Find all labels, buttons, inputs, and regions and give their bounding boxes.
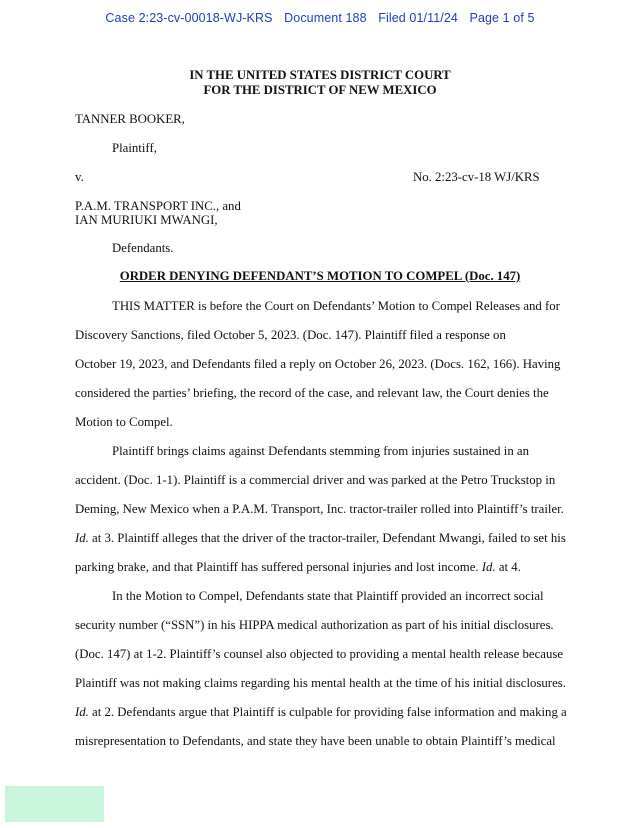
court-name-line1: IN THE UNITED STATES DISTRICT COURT	[189, 68, 451, 82]
body-line: In the Motion to Compel, Defendants state that Plaintiff provided an incorrect social	[112, 589, 544, 603]
body-line: October 19, 2023, and Defendants filed a reply on October 26, 2023. (Docs. 162, 166). Having	[75, 357, 561, 371]
body-line: Motion to Compel.	[75, 415, 173, 429]
body-line: (Doc. 147) at 1-2. Plaintiff’s counsel also objected to providing a mental health release because	[75, 647, 564, 661]
filed-date: Filed 01/11/24	[378, 11, 458, 25]
defendant-2: IAN MURIUKI MWANGI,	[75, 213, 218, 227]
case-number: No. 2:23-cv-18 WJ/KRS	[413, 170, 540, 184]
body-line: Deming, New Mexico when a P.A.M. Transport, Inc. tractor-trailer rolled into Plaintiff’s trailer.	[75, 502, 564, 516]
body-line: considered the parties’ briefing, the record of the case, and relevant law, the Court denies the	[75, 386, 549, 400]
body-line: Plaintiff was not making claims regarding his mental health at the time of his initial disclosures.	[75, 676, 566, 690]
highlight-stamp	[5, 786, 104, 822]
body-line: Id. at 3. Plaintiff alleges that the driver of the tractor-trailer, Defendant Mwangi, failed to set his	[75, 531, 566, 545]
plaintiff-name: TANNER BOOKER,	[75, 112, 185, 126]
plaintiff-role: Plaintiff,	[112, 141, 157, 155]
defendant-1: P.A.M. TRANSPORT INC., and	[75, 199, 241, 213]
body-line: THIS MATTER is before the Court on Defendants’ Motion to Compel Releases and for	[112, 299, 560, 313]
versus: v.	[75, 170, 84, 184]
body-line: misrepresentation to Defendants, and state they have been unable to obtain Plaintiff’s medical	[75, 734, 556, 748]
case-number-header: Case 2:23-cv-00018-WJ-KRS	[105, 11, 273, 25]
body-line: security number (“SSN”) in his HIPPA medical authorization as part of his initial disclosures.	[75, 618, 554, 632]
body-line: Id. at 2. Defendants argue that Plaintiff is culpable for providing false information and making a	[75, 705, 567, 719]
page-indicator: Page 1 of 5	[469, 11, 535, 25]
order-title: ORDER DENYING DEFENDANT’S MOTION TO COMPEL (Doc. 147)	[119, 269, 521, 283]
body-line: accident. (Doc. 1-1). Plaintiff is a commercial driver and was parked at the Petro Truckstop in	[75, 473, 556, 487]
body-line: Plaintiff brings claims against Defendants stemming from injuries sustained in an	[112, 444, 530, 458]
body-line: Discovery Sanctions, filed October 5, 2023. (Doc. 147). Plaintiff filed a response on	[75, 328, 506, 342]
document-number: Document 188	[284, 11, 367, 25]
body-line: parking brake, and that Plaintiff has suffered personal injuries and lost income. Id. at 4.	[75, 560, 521, 574]
defendant-role: Defendants.	[112, 241, 174, 255]
court-name-line2: FOR THE DISTRICT OF NEW MEXICO	[203, 83, 437, 97]
ecf-header	[0, 11, 640, 25]
